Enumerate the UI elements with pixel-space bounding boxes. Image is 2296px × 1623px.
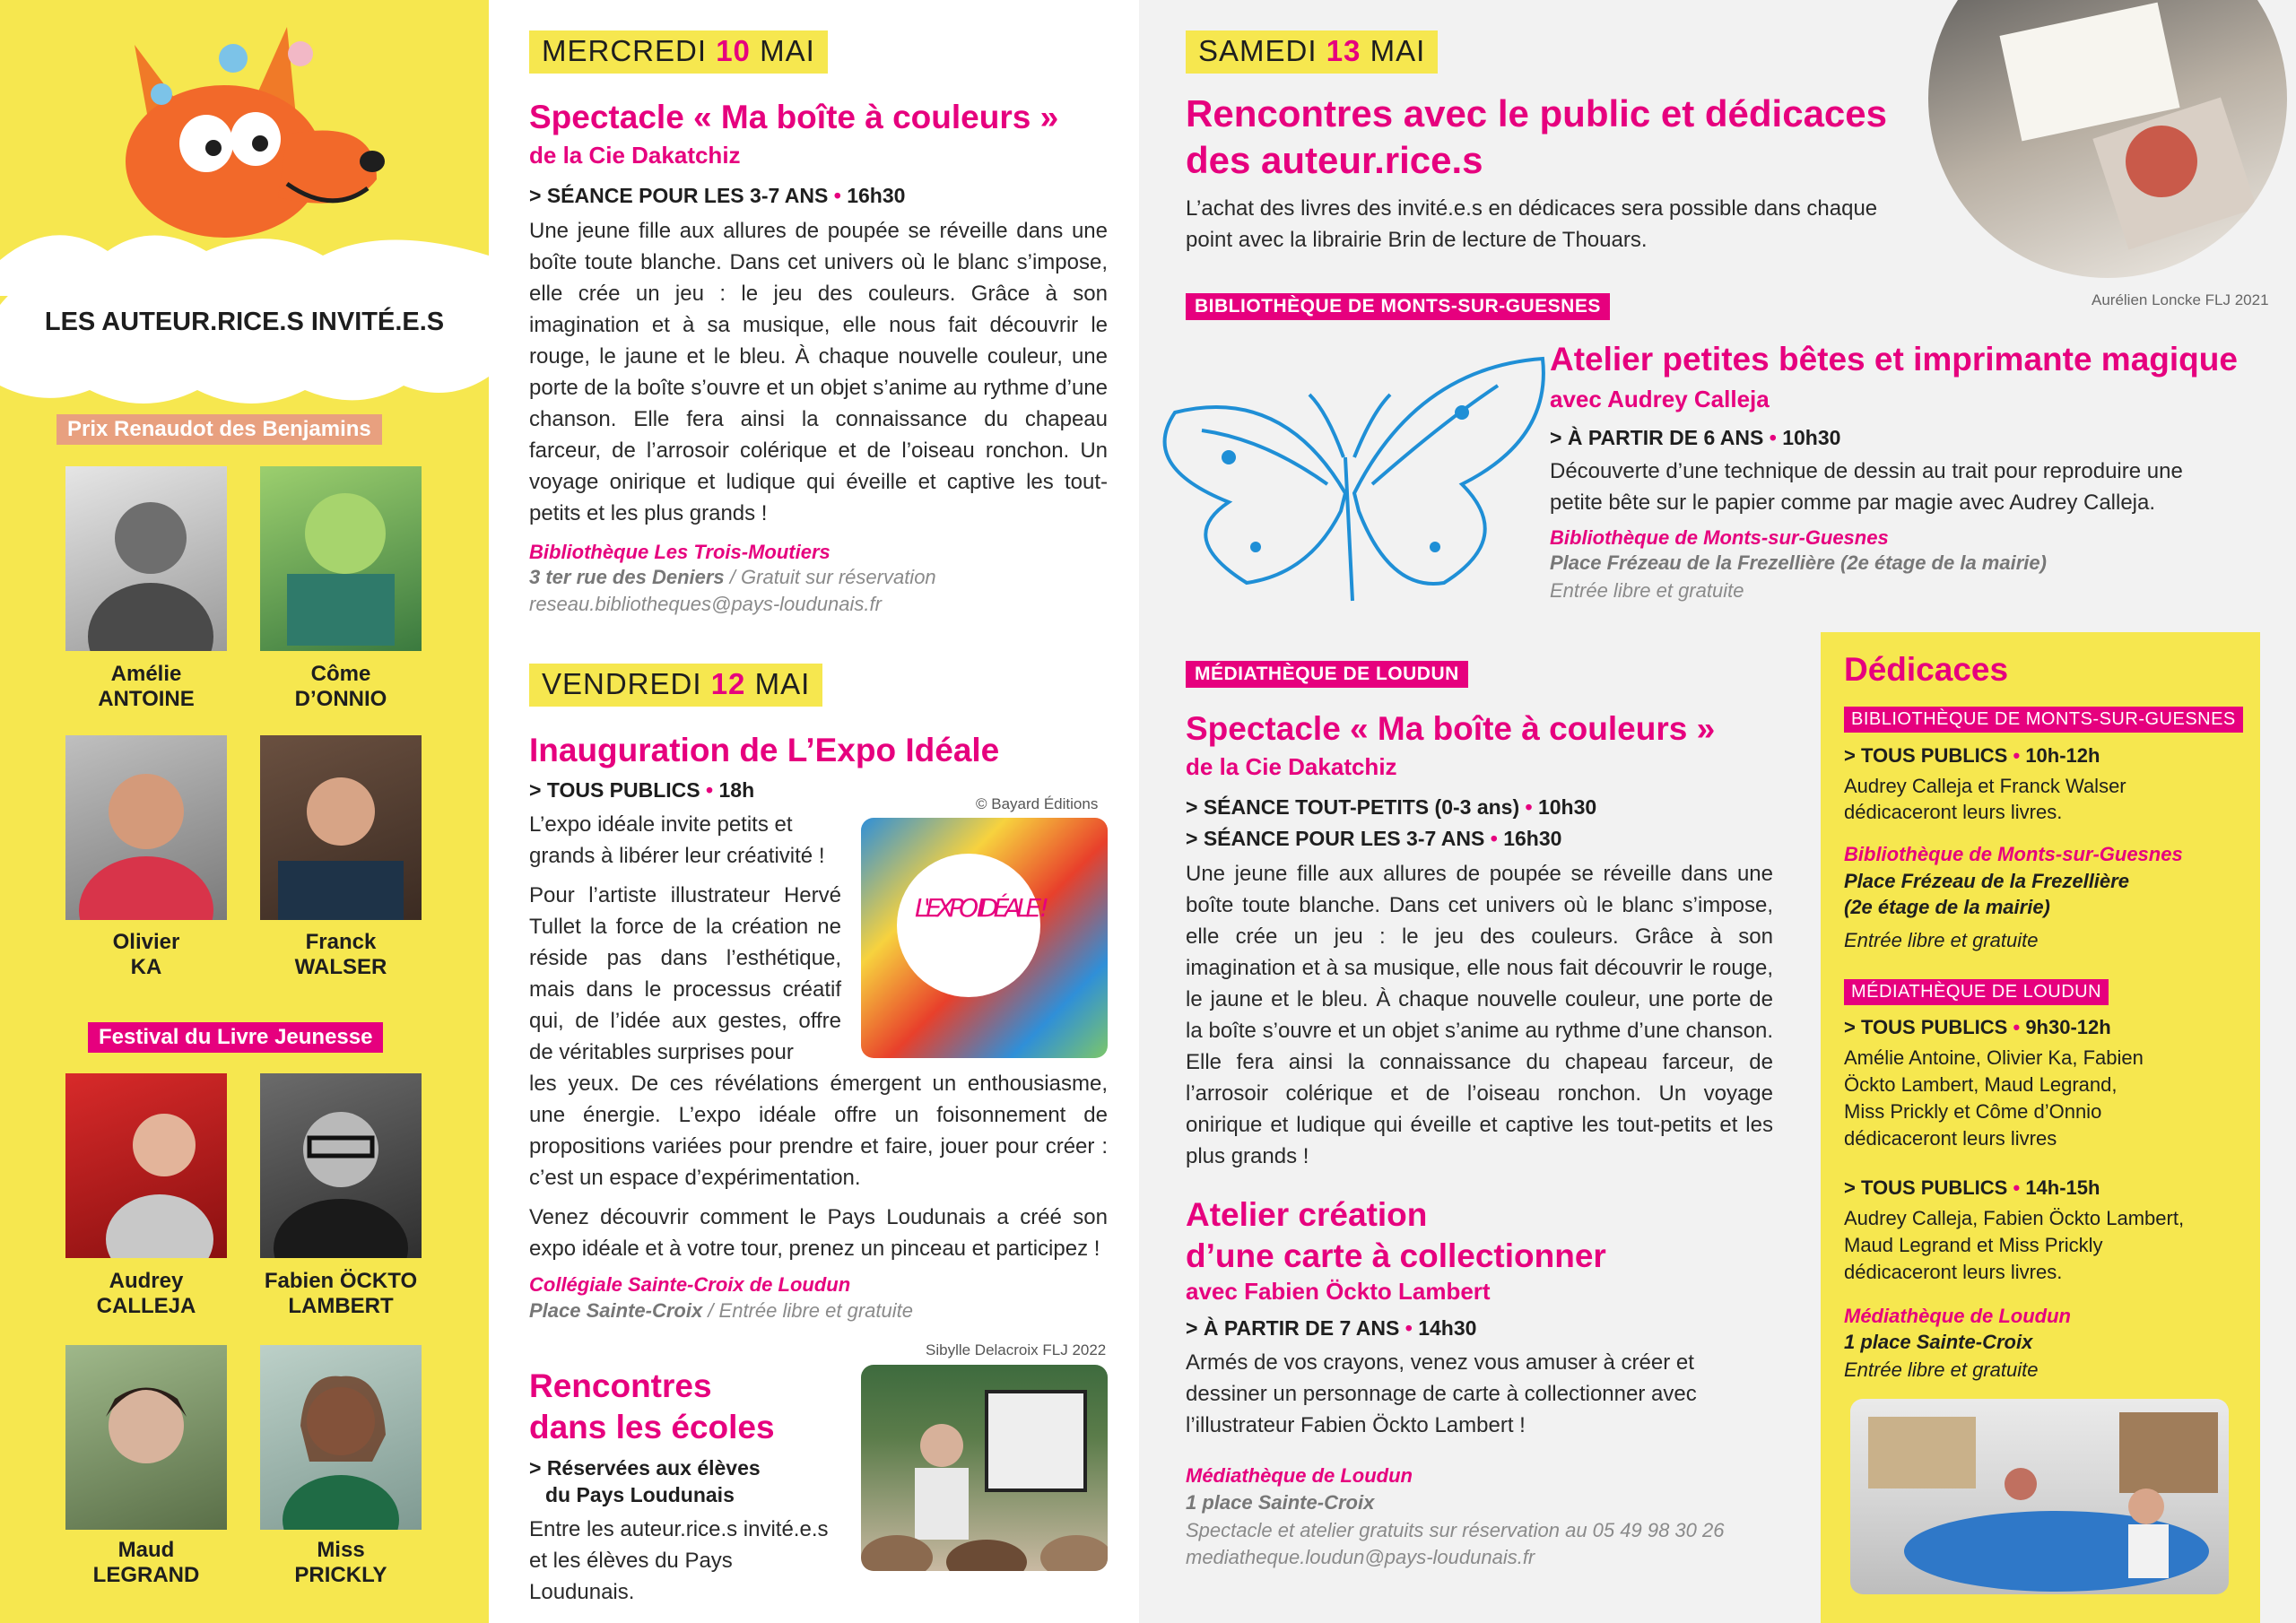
- vendredi-venue: Collégiale Sainte-Croix de Loudun: [529, 1273, 851, 1296]
- author-name-prickly: Miss PRICKLY: [294, 1538, 387, 1587]
- loudun-address: 1 place Sainte-Croix: [1186, 1491, 1375, 1514]
- mercredi-title: Spectacle « Ma boîte à couleurs »: [529, 99, 1059, 135]
- ded-venue-2: Médiathèque de Loudun: [1844, 1305, 2071, 1327]
- date-tag-vendredi: VENDREDI 12 MAI: [529, 664, 822, 707]
- dedicaces-monts-tag: BIBLIOTHÈQUE DE MONTS-SUR-GUESNES: [1844, 707, 2243, 733]
- ecoles-credit: Sibylle Delacroix FLJ 2022: [926, 1341, 1107, 1358]
- author-photo-legrand: [65, 1345, 227, 1530]
- loudun-session-1: > SÉANCE TOUT-PETITS (0-3 ans) • 10h30: [1186, 795, 1597, 819]
- author-name-calleja: Audrey CALLEJA: [96, 1269, 196, 1318]
- date-tag-mercredi: MERCREDI 10 MAI: [529, 30, 828, 74]
- expo-poster-lettering: L'EXPO IDÉALE !: [915, 893, 1049, 923]
- ded-s2-text: Amélie Antoine, Olivier Ka, Fabien Öckto Lambert, Maud Legrand, Miss Prickly et Côme d’Onnio dédicaceront leurs livres: [1844, 1046, 2144, 1150]
- ded-s3-text: Audrey Calleja, Fabien Öckto Lambert, Maud Legrand et Miss Prickly dédicaceront leurs livres.: [1844, 1207, 2185, 1283]
- monts-text: Découverte d’une technique de dessin au trait pour reproduire une petite bête sur le papier comme par magie avec Audrey Calleja.: [1550, 459, 2183, 515]
- author-photo-walser: [260, 735, 422, 920]
- atelier-title: Atelier création d’une carte à collectionner: [1186, 1196, 1606, 1274]
- loudun-note-1: Spectacle et atelier gratuits sur réservation au 05 49 98 30 26: [1186, 1519, 1725, 1541]
- ded-address-1: Place Frézeau de la Frezellière (2e étage de la mairie): [1844, 870, 2129, 918]
- author-name-legrand: Maud LEGRAND: [92, 1538, 200, 1587]
- vendredi-text-4: Venez découvrir comment le Pays Loudunais a créé son expo idéale et à votre tour, prenez un pinceau et participez !: [529, 1205, 1108, 1261]
- loudun-venue: Médiathèque de Loudun: [1186, 1464, 1413, 1487]
- classroom-photo: [861, 1365, 1108, 1571]
- samedi-text: L’achat des livres des invité.e.s en dédicaces sera possible dans chaque point avec la librairie Brin de lecture de Thouars.: [1186, 196, 1878, 252]
- ecoles-text: Entre les auteur.rice.s invité.e.s et les élèves du Pays Loudunais.: [529, 1517, 829, 1604]
- atelier-text: Armés de vos crayons, venez vous amuser à créer et dessiner un personnage de carte à collectionner avec l’illustrateur Fabien Öckto Lambert !: [1186, 1350, 1697, 1437]
- vendredi-text-1: L’expo idéale invite petits et grands à libérer leur créativité !: [529, 812, 825, 868]
- atelier-subtitle: avec Fabien Öckto Lambert: [1186, 1278, 1491, 1305]
- dedicaces-loudun-tag: MÉDIATHÈQUE DE LOUDUN: [1844, 979, 2109, 1005]
- ded-venue-1: Bibliothèque de Monts-sur-Guesnes: [1844, 843, 2183, 865]
- vendredi-address: Place Sainte-Croix / Entrée libre et gratuite: [529, 1299, 913, 1322]
- author-photo-antoine: [65, 466, 227, 651]
- monts-note: Entrée libre et gratuite: [1550, 579, 1744, 602]
- expo-ideale-poster: [861, 818, 1108, 1058]
- author-photo-ka: [65, 735, 227, 920]
- author-name-walser: Franck WALSER: [294, 930, 387, 979]
- signing-photo-credit: Aurélien Loncke FLJ 2021: [2092, 291, 2269, 308]
- ded-session-2: > TOUS PUBLICS • 9h30-12h: [1844, 1016, 2111, 1038]
- monts-address: Place Frézeau de la Frezellière (2e étage de la mairie): [1550, 551, 2047, 574]
- cloud-top: [0, 197, 489, 296]
- ded-address-2: 1 place Sainte-Croix: [1844, 1331, 2033, 1353]
- monts-session: > À PARTIR DE 6 ANS • 10h30: [1550, 426, 1841, 449]
- vendredi-text-3: les yeux. De ces révélations émergent un enthousiasme, une énergie. L’expo idéale offre un foisonnement de propositions variées pour prendre et faire, jouer pour créer : c’est un espace d’expérimentation.: [529, 1072, 1108, 1190]
- prize-festival-tag: Festival du Livre Jeunesse: [88, 1022, 383, 1053]
- ded-session-3: > TOUS PUBLICS • 14h-15h: [1844, 1176, 2100, 1199]
- date-tag-samedi: SAMEDI 13 MAI: [1186, 30, 1438, 74]
- author-photo-prickly: [260, 1345, 422, 1530]
- mercredi-subtitle: de la Cie Dakatchiz: [529, 142, 741, 169]
- author-photo-calleja: [65, 1073, 227, 1258]
- monts-title: Atelier petites bêtes et imprimante magique: [1550, 341, 2238, 378]
- author-photo-donnio: [260, 466, 422, 651]
- author-name-ka: Olivier KA: [112, 930, 180, 979]
- loudun-title: Spectacle « Ma boîte à couleurs »: [1186, 710, 1716, 747]
- mercredi-venue: Bibliothèque Les Trois-Moutiers: [529, 541, 831, 563]
- author-name-antoine: Amélie ANTOINE: [98, 662, 195, 711]
- monts-subtitle: avec Audrey Calleja: [1550, 386, 1770, 412]
- mercredi-session: > SÉANCE POUR LES 3-7 ANS • 16h30: [529, 184, 906, 207]
- mercredi-text: Une jeune fille aux allures de poupée se réveille dans une boîte toute blanche. Dans cet univers où le blanc s’impose, elle crée un jeu : le jeu des couleurs. Grâce à son imagination et à sa musique, elle nous fait découvrir le rouge, le jaune et le bleu. À chaque nouvelle couleur, une porte de la boîte s’ouvre et un objet s’anime au rythme d’une chanson. Elle fera ainsi la connaissance du chapeau farceur, de l’arrosoir colérique et de l’oiseau ronchon. Un voyage onirique et ludique qui éveille et captive les tout-petits et les plus grands !: [529, 219, 1108, 525]
- ecoles-title: Rencontres dans les écoles: [529, 1367, 775, 1445]
- mercredi-email[interactable]: reseau.bibliotheques@pays-loudunais.fr: [529, 593, 882, 615]
- ded-session-1: > TOUS PUBLICS • 10h-12h: [1844, 744, 2100, 767]
- loudun-subtitle: de la Cie Dakatchiz: [1186, 753, 1397, 780]
- ded-s1-text: Audrey Calleja et Franck Walser dédicaceront leurs livres.: [1844, 775, 2126, 823]
- loudun-session-2: > SÉANCE POUR LES 3-7 ANS • 16h30: [1186, 827, 1562, 850]
- ded-note-2: Entrée libre et gratuite: [1844, 1358, 2039, 1381]
- author-photo-lambert: [260, 1073, 422, 1258]
- sidebar-heading: LES AUTEUR.RICE.S INVITÉ.E.S: [44, 308, 445, 336]
- prize-renaudot-tag: Prix Renaudot des Benjamins: [57, 414, 382, 445]
- mercredi-address: 3 ter rue des Deniers / Gratuit sur réservation: [529, 566, 936, 588]
- ded-note-1: Entrée libre et gratuite: [1844, 929, 2039, 951]
- vendredi-text-2: Pour l’artiste illustrateur Hervé Tullet la force de la création ne réside pas dans l’esthétique, mais dans le processus créatif qui, de l’idée aux gestes, offre de véritables surprises pour: [529, 883, 841, 1064]
- loudun-tag: MÉDIATHÈQUE DE LOUDUN: [1186, 661, 1468, 688]
- loudun-text: Une jeune fille aux allures de poupée se réveille dans une boîte toute blanche. Dans cet univers où le blanc s’impose, elle crée un jeu : le jeu des couleurs. Grâce à son imagination et à sa musique, elle nous fait découvrir le rouge, le jaune et le bleu. À chaque nouvelle couleur, une porte de la boîte s’ouvre et un objet s’anime au rythme d’une chanson. Elle fera ainsi la connaissance du chapeau farceur, de l’arrosoir colérique et de l’oiseau ronchon. Un voyage onirique et ludique qui éveille et captive les tout-petits et les plus grands !: [1186, 862, 1773, 1168]
- atelier-session: > À PARTIR DE 7 ANS • 14h30: [1186, 1316, 1477, 1340]
- vendredi-title: Inauguration de L’Expo Idéale: [529, 732, 1000, 768]
- author-name-lambert: Fabien ÖCKTO LAMBERT: [264, 1269, 418, 1318]
- dedicaces-title: Dédicaces: [1844, 651, 2009, 688]
- vendredi-session: > TOUS PUBLICS • 18h: [529, 778, 755, 802]
- butterfly-illustration: [1121, 332, 1561, 619]
- monts-venue: Bibliothèque de Monts-sur-Guesnes: [1550, 526, 1889, 549]
- mediatheque-photo: [1850, 1399, 2229, 1594]
- expo-credit: © Bayard Éditions: [976, 795, 1099, 812]
- loudun-note-2[interactable]: mediatheque.loudun@pays-loudunais.fr: [1186, 1546, 1535, 1568]
- samedi-title: Rencontres avec le public et dédicaces des auteur.rice.s: [1186, 92, 1888, 181]
- ecoles-sub: > Réservées aux élèves du Pays Loudunais: [529, 1456, 761, 1506]
- author-name-donnio: Côme D’ONNIO: [294, 662, 387, 711]
- monts-tag: BIBLIOTHÈQUE DE MONTS-SUR-GUESNES: [1186, 293, 1610, 320]
